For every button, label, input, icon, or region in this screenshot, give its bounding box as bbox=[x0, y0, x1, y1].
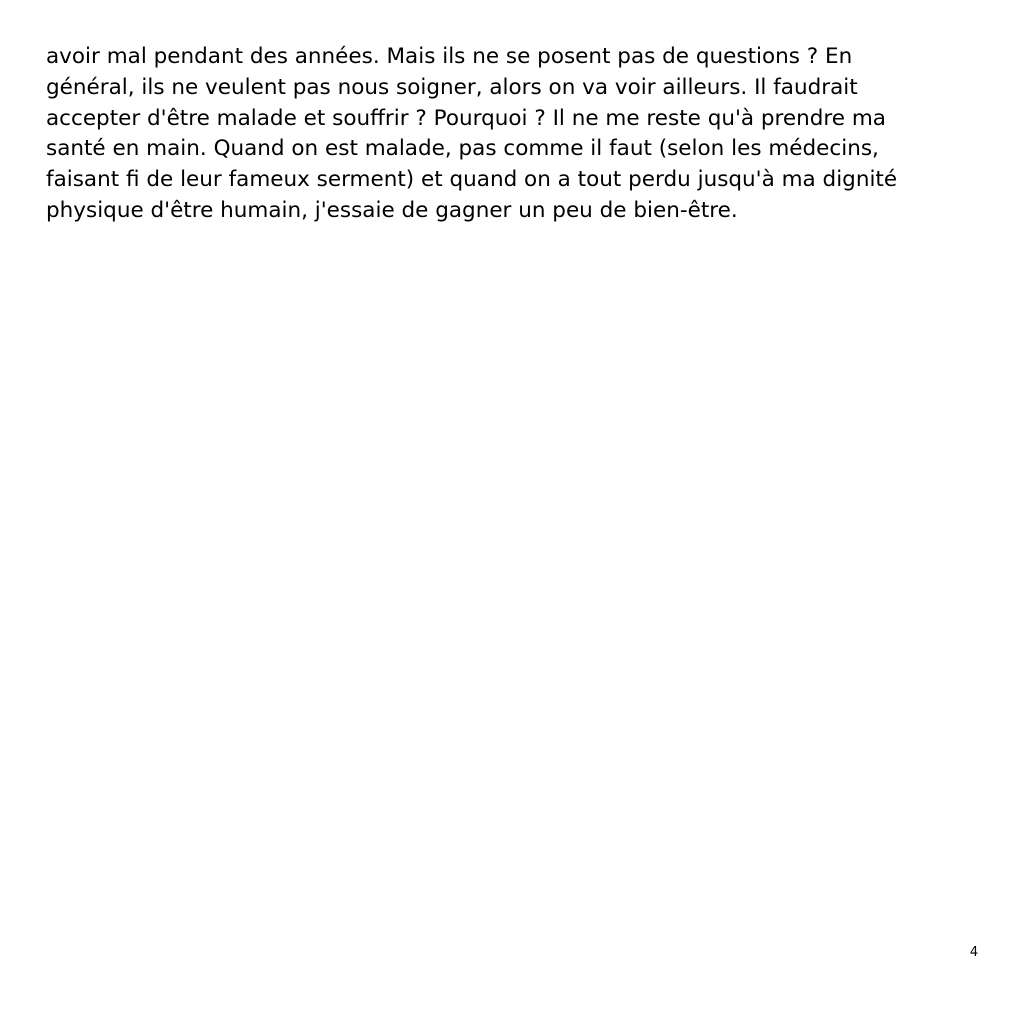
body-paragraph bbox=[46, 42, 986, 227]
text-line: faisant fi de leur fameux serment) et quand on a tout perdu jusqu'à ma dignité bbox=[46, 167, 898, 193]
text-line: physique d'être humain, j'essaie de gagner un peu de bien-être. bbox=[46, 197, 738, 223]
text-line: avoir mal pendant des années. Mais ils ne se posent pas de questions ? En bbox=[46, 44, 853, 69]
text-line: général, ils ne veulent pas nous soigner, alors on va voir ailleurs. Il faudrait bbox=[46, 74, 858, 100]
text-line: accepter d'être malade et souffrir ? Pourquoi ? Il ne me reste qu'à prendre ma bbox=[46, 105, 886, 131]
text-line: santé en main. Quand on est malade, pas comme il faut (selon les médecins, bbox=[46, 136, 879, 162]
page-number: 4 bbox=[969, 945, 979, 960]
